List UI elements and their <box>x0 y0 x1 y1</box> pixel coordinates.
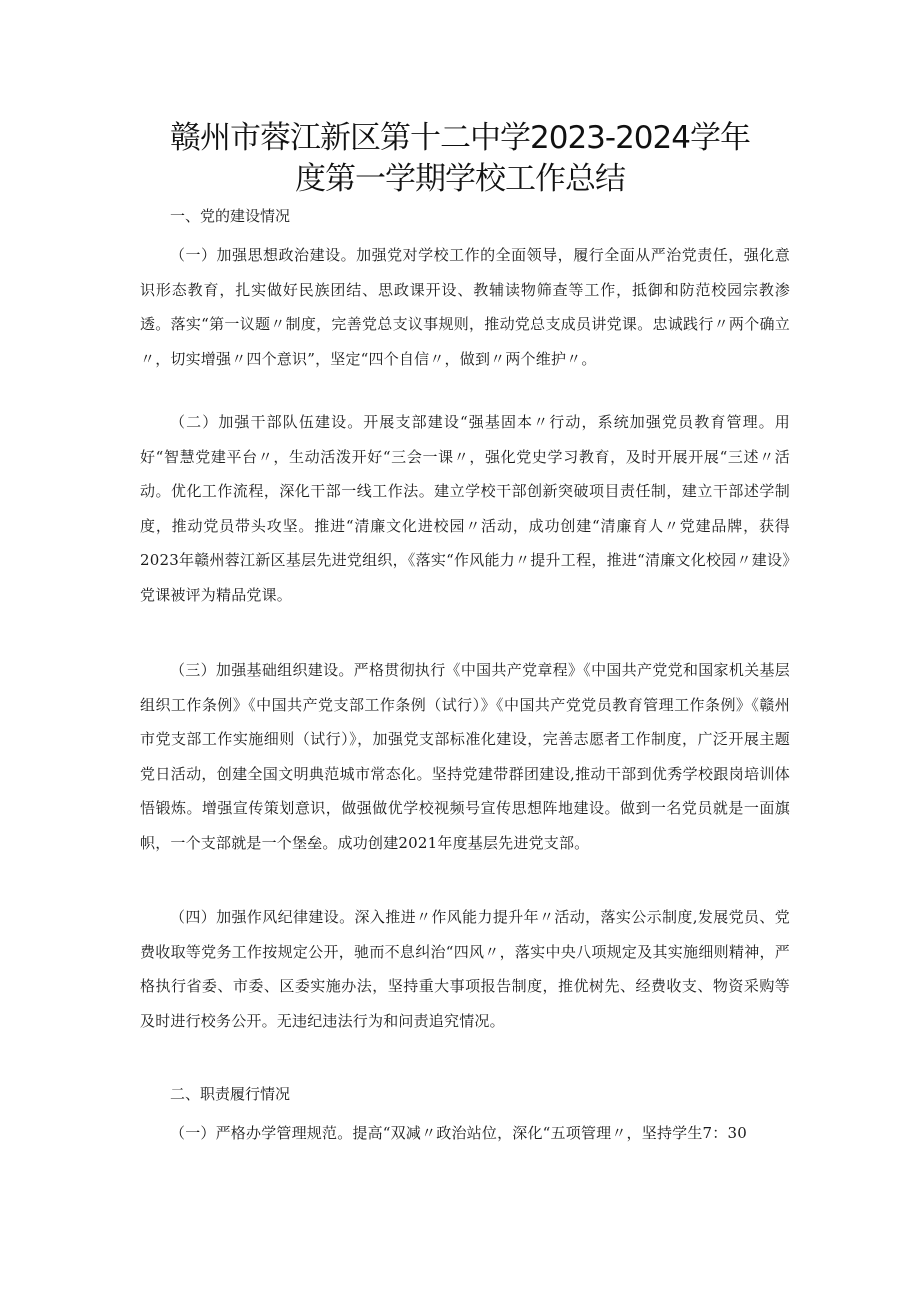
paragraph-school-management: （一）严格办学管理规范。提高“双减〃政治站位，深化“五项管理〃，坚持学生7：30 <box>170 1124 747 1142</box>
section-heading-duty-performance: 二、职责履行情况 <box>170 1085 291 1103</box>
document-title-line-2: 度第一学期学校工作总结 <box>295 161 625 197</box>
paragraph-cadre-team: （二）加强干部队伍建设。开展支部建设“强基固本〃行动，系统加强党员教育管理。用好“智慧党建平台〃，生动活泼开好“三会一课〃，强化党史学习教育，及时开展开展“三述〃活动。优化工作流程，深化干部一线工作法。建立学校干部创新突破项目责任制，建立干部述学制度，推动党员带头攻坚。推进“清廉文化进校园〃活动，成功创建“清廉育人〃党建品牌，获得2023年赣州蓉江新区基层先进党组织，《落实“作风能力〃提升工程，推进“清廉文化校园〃建设》党课被评为精品党课。 <box>140 413 790 604</box>
document-title-line-1: 赣州市蓉江新区第十二中学2023-2024学年 <box>170 120 750 156</box>
paragraph-ideological-political: （一）加强思想政治建设。加强党对学校工作的全面领导，履行全面从严治党责任，强化意识形态教育，扎实做好民族团结、思政课开设、教辅读物筛查等工作，抵御和防范校园宗教渗透。落实“第一议题〃制度，完善党总支议事规则，推动党总支成员讲党课。忠诚践行〃两个确立〃，切实增强〃四个意识”，坚定“四个自信〃，做到〃两个维护〃。 <box>140 246 790 368</box>
paragraph-basic-organization: （三）加强基础组织建设。严格贯彻执行《中国共产党章程》《中国共产党党和国家机关基层组织工作条例》《中国共产党支部工作条例（试行）》《中国共产党党员教育管理工作条例》《赣州市党支部工作实施细则（试行）》，加强党支部标准化建设，完善志愿者工作制度，广泛开展主题党日活动，创建全国文明典范城市常态化。坚持党建带群团建设,推动干部到优秀学校跟岗培训体悟锻炼。增强宣传策划意识，做强做优学校视频号宣传思想阵地建设。做到一名党员就是一面旗帜，一个支部就是一个堡垒。成功创建2021年度基层先进党支部。 <box>140 661 790 852</box>
paragraph-work-style-discipline: （四）加强作风纪律建设。深入推进〃作风能力提升年〃活动，落实公示制度,发展党员、党费收取等党务工作按规定公开，驰而不息纠治“四风〃，落实中央八项规定及其实施细则精神，严格执行省委、市委、区委实施办法，坚持重大事项报告制度，推优树先、经费收支、物资采购等及时进行校务公开。无违纪违法行为和问责追究情况。 <box>140 908 790 1030</box>
section-heading-party-building: 一、党的建设情况 <box>170 207 291 225</box>
